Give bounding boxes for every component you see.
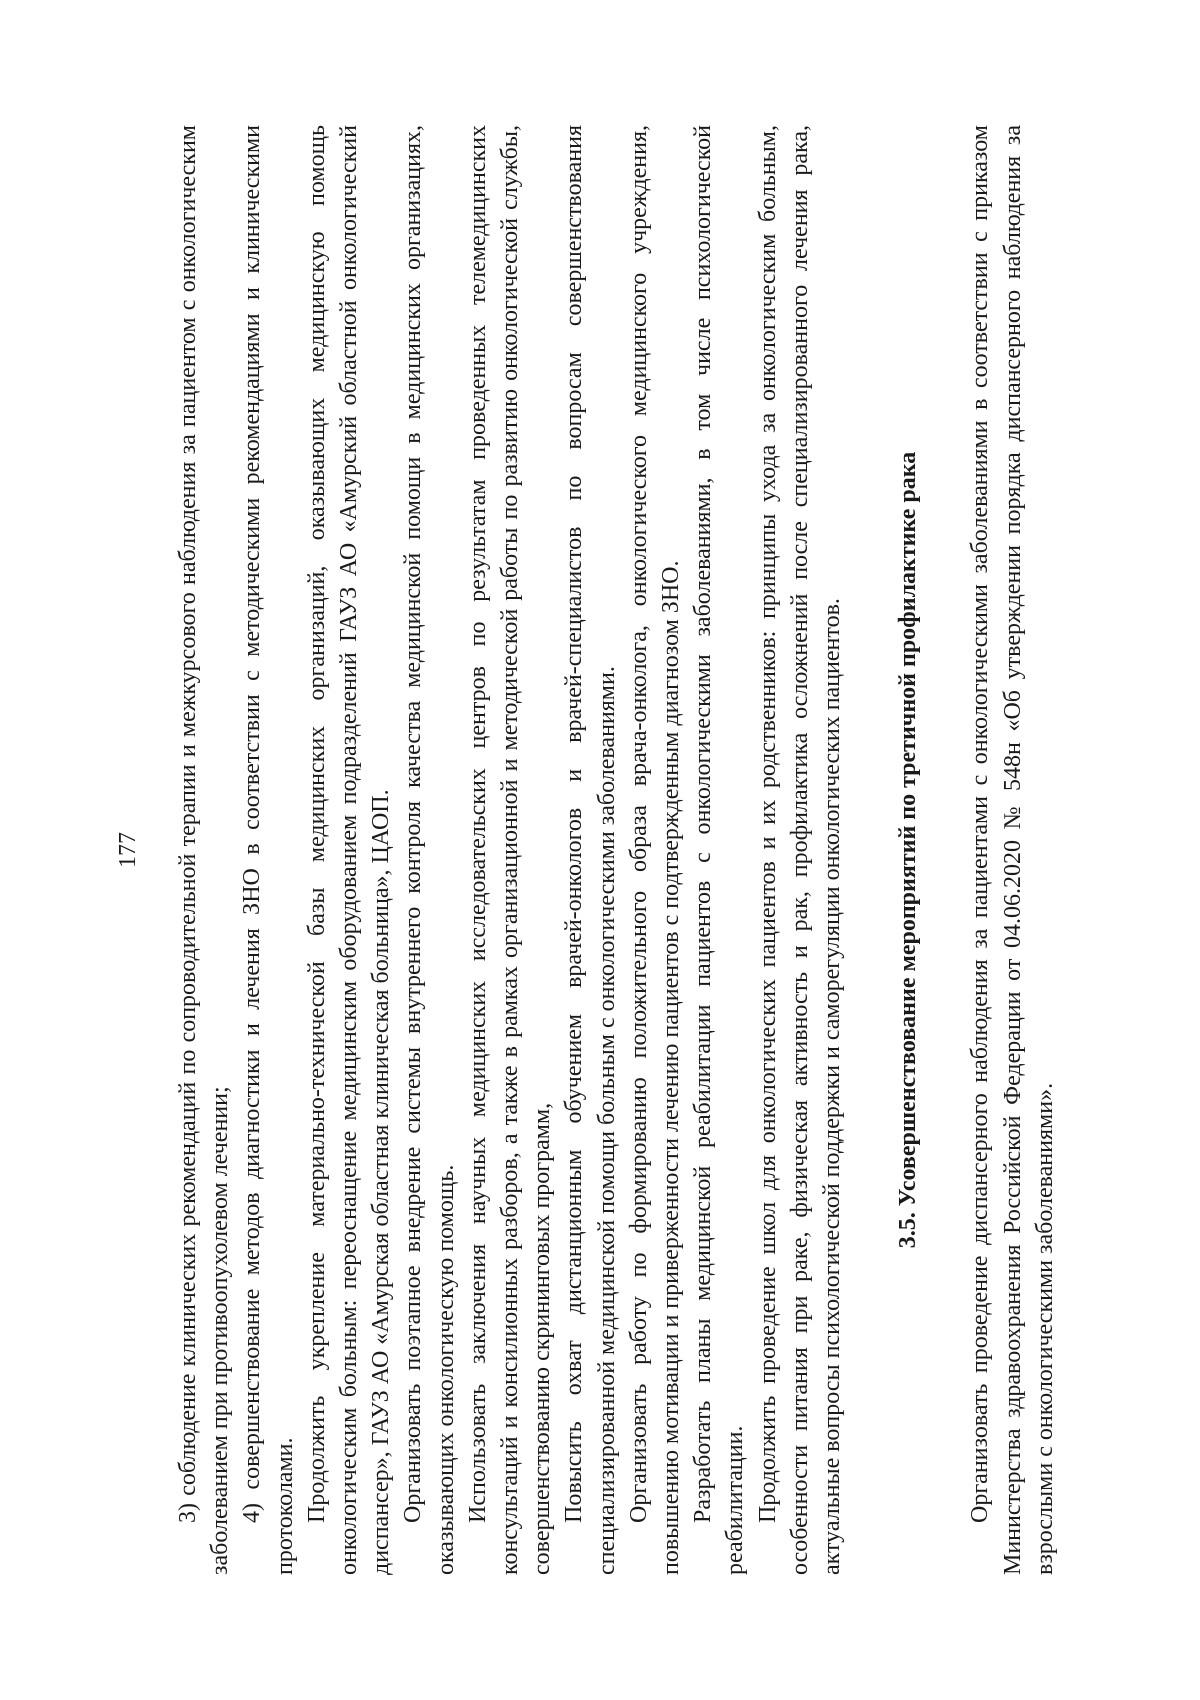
paragraph: 3) соблюдение клинических рекомендаций по сопроводительной терапии и межкурсового наблюдения за пациентом с онкологическим заболеванием при противоопухолевом лечении; [175,125,234,1575]
paragraph: Повысить охват дистанционным обучением врачей-онкологов и врачей-специалистов по вопросам совершенствования специализированной медицинской помощи больным с онкологическими заболеваниями. [561,125,620,1575]
section-heading: 3.5. Усовершенствование мероприятий по третичной профилактике рака [895,451,922,1249]
paragraph: Использовать заключения научных медицинских исследовательских центров по результатам проведенных телемедицинских консультаций и консилионных разборов, а также в рамках организационной и методической работы по развитию онкологической службы, совершенствованию скрининговых программ, [464,125,556,1575]
paragraph: Организовать работу по формированию положительного образа врача-онколога, онкологического медицинского учреждения, повышению мотивации и приверженности лечению пациентов с подтвержденным диагнозом ЗНО. [625,125,685,1575]
paragraph: Организовать проведение диспансерного наблюдения за пациентами с онкологическими заболеваниями в соответствии с приказом Министерства здравоохранения Российской Федерации от 04.06.2020 № 548н «Об утверждении порядка диспансерного наблюдения за взрослыми с онкологическими заболеваниями». [967,125,1058,1575]
paragraph: Продолжить укрепление материально-технической базы медицинских организаций, оказывающих медицинскую помощь онкологическим больным: переоснащение медицинским оборудованием подразделений ГАУЗ АО «Амурский областной онкологический диспансер», ГАУЗ АО «Амурская областная клиническая больница», ЦАОП. [303,125,395,1575]
paragraph: Разработать планы медицинской реабилитации пациентов с онкологическими заболеваниями, в том числе психологической реабилитации. [690,125,749,1575]
paragraph: Организовать поэтапное внедрение системы внутреннего контроля качества медицинской помощи в медицинских организациях, оказывающих онкологическую помощь. [400,125,459,1575]
page-number: 177 [115,832,141,868]
rotated-content [115,125,1058,1575]
paragraph: Продолжить проведение школ для онкологических пациентов и их родственников: принципы ухода за онкологическим больным, особенности питания при раке, физическая активность и рак, профилактика осложнений после специализированного лечения рака, актуальные вопросы психологической поддержки и саморегуляции онкологических пациентов. [754,125,846,1575]
paragraph: 4) совершенствование методов диагностики и лечения ЗНО в соответствии с методическими рекомендациями и клиническими протоколами. [239,125,298,1575]
